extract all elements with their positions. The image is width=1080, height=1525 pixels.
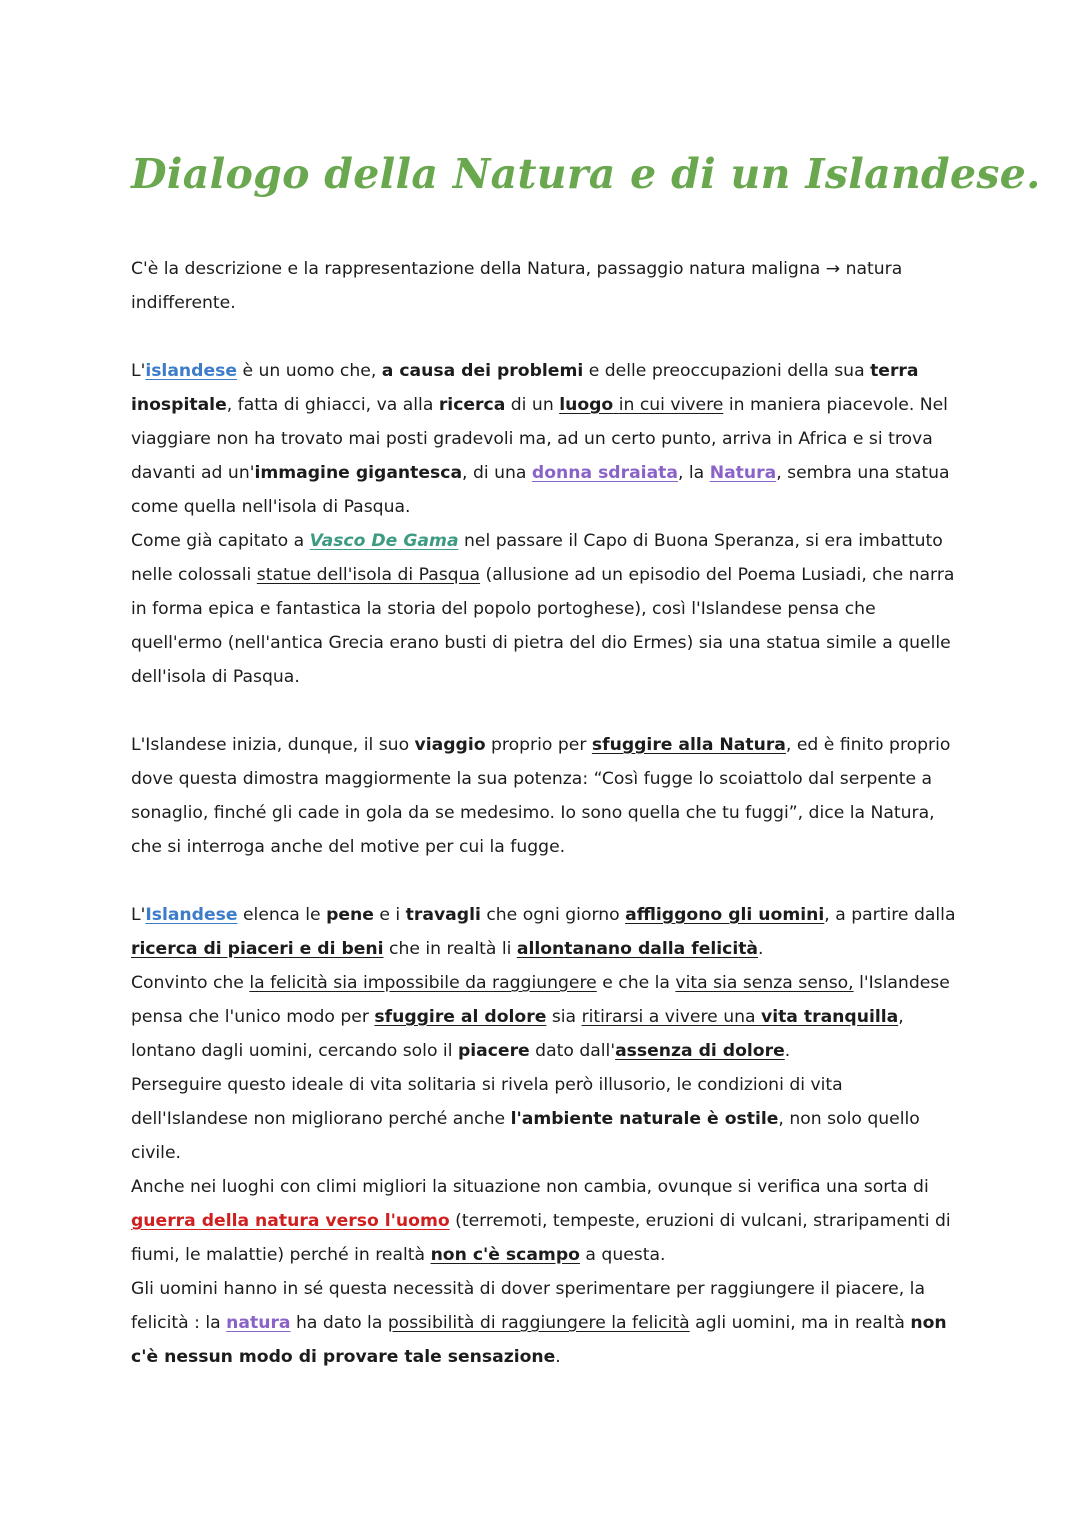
underline-vita-senza-senso: vita sia senza senso, [675,973,854,993]
text: , lontano dagli uomini, cercando solo il [131,1007,904,1061]
underline-felicita-impossibile: la felicità sia impossibile da raggiungere [249,973,597,993]
text: Gli uomini hanno in sé questa necessità di dover sperimentare per raggiungere il piacere, la felicità : la [131,1279,925,1333]
text: L' [131,361,146,381]
text: che in realtà li [383,939,517,959]
highlight-natura-2: natura [226,1313,291,1333]
document-page [131,138,1041,1374]
bold-pene: pene [326,905,374,925]
text: e delle preoccupazioni della sua [583,361,871,381]
paragraph-perseguire [131,1068,961,1170]
text: che ogni giorno [480,905,626,925]
text: , fatta di ghiacci, va alla [226,395,439,415]
text: , sembra una statua come quella nell'isola di Pasqua. [131,463,950,517]
text: . [758,939,764,959]
underline-statue: statue dell'isola di Pasqua [256,565,481,585]
paragraph-pene [131,898,961,966]
text: Perseguire questo ideale di vita solitaria si rivela però illusorio, le condizioni di vita dell'Islandese non migliorano perché anche [131,1075,843,1129]
underline-vita-tranquilla: vita tranquilla [760,1007,899,1027]
text: dato dall' [529,1041,616,1061]
paragraph-vasco-de-gama [131,524,961,694]
text: , non solo quello civile. [131,1109,920,1163]
underline-ricerca-piaceri: ricerca di piaceri e di beni [131,939,384,959]
text: , ed è finito proprio dove questa dimostra maggiormente la sua potenza: “Così fugge lo scoiattolo dal serpente a sonaglio, finché gli cade in gola da se medesimo. Io sono quella che tu fuggi”, dice la Natura, che si interroga anche del motive per cui la fugge. [131,735,951,857]
text: , di una [462,463,532,483]
underline-luogo: luogo [559,395,614,415]
bold-piacere: piacere [457,1041,530,1061]
underline-sfuggire-dolore: sfuggire al dolore [374,1007,547,1027]
text: , a partire dalla [824,905,956,925]
highlight-guerra: guerra della natura verso l'uomo [131,1211,450,1231]
text: e i [373,905,406,925]
text: Anche nei luoghi con climi migliori la situazione non cambia, ovunque si verifica una sorta di [131,1177,929,1197]
bold-causa: a causa dei problemi [381,361,584,381]
bold-terra: terra inospitale [131,361,919,415]
text: agli uomini, ma in realtà [689,1313,911,1333]
bold-travagli: travagli [405,905,481,925]
bold-immagine: immagine gigantesca [254,463,463,483]
underline-assenza-dolore: assenza di dolore [615,1041,785,1061]
text: di un [505,395,560,415]
text: (terremoti, tempeste, eruzioni di vulcani, straripamenti di fiumi, le malattie) perché in realtà [131,1211,951,1265]
underline-affliggono: affliggono gli uomini [625,905,825,925]
highlight-vasco-de-gama: Vasco De Gama [309,531,459,551]
highlight-natura: Natura [709,463,777,483]
bold-ricerca: ricerca [438,395,506,415]
underline-in-cui-vivere: in cui vivere [618,395,724,415]
text: Come già capitato a [131,531,310,551]
text: sia [546,1007,582,1027]
text: ha dato la [290,1313,388,1333]
highlight-donna-sdraiata: donna sdraiata [531,463,678,483]
paragraph-convinto [131,966,961,1068]
underline-possibilita: possibilità di raggiungere la felicità [387,1313,690,1333]
text: e che la [596,973,676,993]
text: elenca le [237,905,327,925]
text: proprio per [485,735,592,755]
paragraph-guerra [131,1170,961,1272]
highlight-islandese-2: Islandese [145,905,238,925]
text: (allusione ad un episodio del Poema Lusiadi, che narra in forma epica e fantastica la storia del popolo portoghese), così l'Islandese pensa che quell'ermo (nell'antica Grecia erano busti di pietra del dio Ermes) sia una statua simile a quelle dell'isola di Pasqua. [131,565,955,687]
text: , la [677,463,710,483]
bold-viaggio: viaggio [414,735,486,755]
text: Convinto che [131,973,250,993]
underline-ritirarsi: ritirarsi a vivere una [581,1007,756,1027]
paragraph-islandese-journey [131,354,961,524]
text: l'Islandese pensa che l'unico modo per [131,973,950,1027]
paragraph-felicita [131,1272,961,1374]
text: L' [131,905,146,925]
text: in maniera piacevole. Nel viaggiare non ha trovato mai posti gradevoli ma, ad un certo punto, arriva in Africa e si trova davanti ad un' [131,395,948,483]
underline-scampo: non c'è scampo [430,1245,580,1265]
text: . [784,1041,791,1061]
highlight-islandese: islandese [145,361,238,381]
text: L'Islandese inizia, dunque, il suo [131,735,415,755]
text: a questa. [579,1245,666,1265]
underline-allontanano: allontanano dalla felicità [516,939,759,959]
bold-ambiente-ostile: l'ambiente naturale è ostile [510,1109,779,1129]
paragraph-intro [131,252,961,320]
text: . [555,1347,561,1367]
document-title: Dialogo della Natura e di un Islandese. [131,150,1041,198]
text: nel passare il Capo di Buona Speranza, si era imbattuto nelle colossali [131,531,943,585]
bold-nessun-modo: non c'è nessun modo di provare tale sensazione [131,1313,947,1367]
text: C'è la descrizione e la rappresentazione della Natura, passaggio natura maligna → natura indifferente. [131,259,903,313]
text: è un uomo che, [237,361,382,381]
paragraph-viaggio [131,728,961,864]
underline-sfuggire-natura: sfuggire alla Natura [591,735,786,755]
